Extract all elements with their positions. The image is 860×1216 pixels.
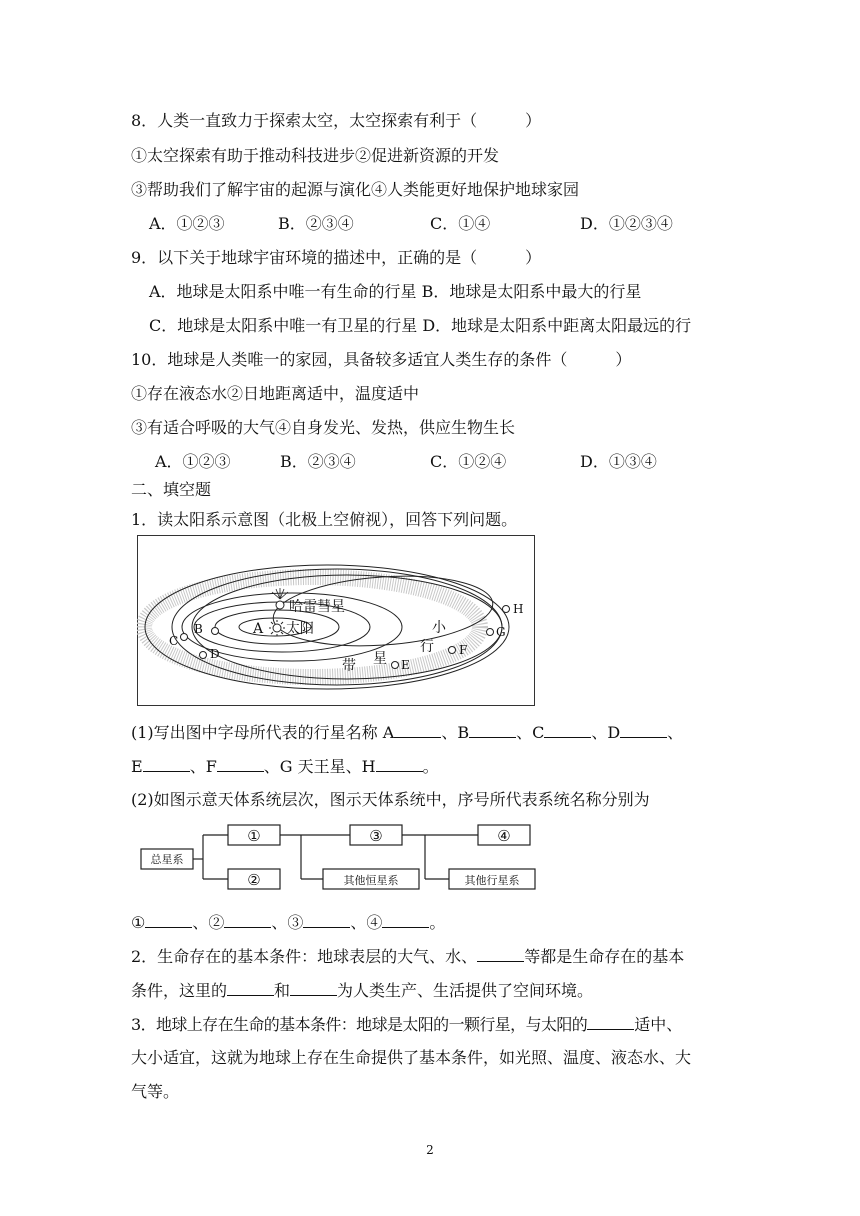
blank-3[interactable] — [303, 912, 350, 928]
q10-line1: ①存在液态水②日地距离适中，温度适中 — [131, 384, 420, 403]
q10-line2: ③有适合呼吸的大气④自身发光、发热，供应生物生长 — [131, 418, 516, 437]
q9-line1: A．地球是太阳系中唯一有生命的行星 B．地球是太阳系中最大的行星 — [149, 282, 642, 301]
fill2-blank-3[interactable] — [290, 980, 337, 996]
node-other-planets: 其他行星系 — [464, 874, 520, 887]
ans-3-label: 、③ — [271, 913, 304, 932]
node-other-stars: 其他恒星系 — [343, 874, 399, 887]
fill1-sub1-line1 — [131, 722, 683, 743]
sub1-period: 。 — [422, 757, 439, 776]
sub1-c: 、C — [516, 723, 545, 742]
fill2-text-d: 和 — [274, 981, 291, 1000]
sub1-f: 、F — [189, 757, 217, 776]
sub1-b: 、B — [441, 723, 470, 742]
fill3-line3: 气等。 — [131, 1082, 180, 1101]
blank-2[interactable] — [224, 912, 271, 928]
q9-stem: 9．以下关于地球宇宙环境的描述中，正确的是（ ） — [131, 248, 542, 267]
fill3-blank-1[interactable] — [587, 1014, 634, 1030]
planet-label-f: F — [459, 643, 468, 657]
q9-line2: C．地球是太阳系中唯一有卫星的行星 D．地球是太阳系中距离太阳最远的行 — [149, 316, 692, 335]
q10-option-d: D．①③④ — [580, 452, 657, 471]
fill2-text-e: 为人类生产、生活提供了空间环境。 — [337, 981, 594, 1000]
fill2-line1 — [131, 946, 684, 967]
fill3-line2: 大小适宜，这就为地球上存在生命提供了基本条件，如光照、温度、液态水、大 — [131, 1048, 692, 1067]
blank-4[interactable] — [382, 912, 429, 928]
ans-1-label: ① — [131, 913, 146, 932]
fill1-sub2: (2)如图示意天体系统层次，图示天体系统中，序号所代表系统名称分别为 — [131, 790, 650, 809]
sun-label: 太阳 — [286, 621, 314, 637]
fill2-text-a: 2．生命存在的基本条件：地球表层的大气、水、 — [131, 947, 478, 966]
comet-label: 哈雷彗星 — [289, 599, 345, 615]
node-1: ① — [247, 827, 261, 845]
fill2-text-c: 条件，这里的 — [131, 981, 228, 1000]
node-root: 总星系 — [150, 853, 184, 866]
q8-option-a: A．①②③ — [149, 214, 225, 233]
node-2: ② — [247, 871, 261, 889]
fill2-line2 — [131, 980, 593, 1001]
q8-option-c: C．①④ — [430, 214, 491, 233]
blank-h[interactable] — [376, 756, 423, 772]
planet-label-b: B — [194, 622, 203, 636]
fill2-blank-2[interactable] — [227, 980, 274, 996]
planet-label-g: G — [496, 625, 506, 639]
node-3: ③ — [369, 827, 383, 845]
blank-a[interactable] — [394, 722, 441, 738]
sub1-g: 、G 天王星、H — [263, 757, 376, 776]
fill1-sub1-line2 — [131, 756, 439, 777]
sub1-d: 、D — [591, 723, 621, 742]
ans-end: 。 — [429, 913, 446, 932]
fill3-text-a: 3．地球上存在生命的基本条件：地球是太阳的一颗行星，与太阳的 — [131, 1015, 588, 1034]
blank-b[interactable] — [469, 722, 516, 738]
q8-option-b: B．②③④ — [278, 214, 354, 233]
sub1-end: 、 — [667, 723, 684, 742]
solar-system-diagram — [137, 535, 535, 706]
section-heading: 二、填空题 — [131, 480, 212, 499]
sub1-e: E — [131, 757, 143, 776]
page-number: 2 — [426, 1143, 434, 1157]
celestial-hierarchy-diagram — [137, 820, 537, 895]
planet-label-c: C — [169, 634, 179, 648]
belt-label-2: 行 — [420, 639, 434, 655]
blank-f[interactable] — [217, 756, 264, 772]
fill2-text-b: 等都是生命存在的基本 — [524, 947, 685, 966]
planet-label-h: H — [513, 602, 524, 616]
sun-label-a: A — [253, 621, 264, 637]
belt-label-4: 星 — [373, 651, 387, 667]
node-4: ④ — [497, 827, 511, 845]
belt-label-3: 带 — [342, 658, 356, 674]
belt-label-1: 小 — [432, 620, 446, 636]
q10-option-b: B．②③④ — [280, 452, 356, 471]
q10-option-a: A．①②③ — [155, 452, 231, 471]
blank-c[interactable] — [544, 722, 591, 738]
blank-d[interactable] — [620, 722, 667, 738]
blank-e[interactable] — [143, 756, 190, 772]
q8-line2: ③帮助我们了解宇宙的起源与演化④人类能更好地保护地球家园 — [131, 180, 580, 199]
q10-stem: 10．地球是人类唯一的家园，具备较多适宜人类生存的条件（ ） — [131, 350, 632, 369]
ans-4-label: 、④ — [350, 913, 383, 932]
planet-label-e: E — [401, 658, 410, 672]
q10-option-c: C．①②④ — [430, 452, 507, 471]
q8-line1: ①太空探索有助于推动科技进步②促进新资源的开发 — [131, 146, 500, 165]
ans-2-label: 、② — [192, 913, 225, 932]
sub1-prefix: (1)写出图中字母所代表的行星名称 A — [131, 723, 395, 742]
fill1-sub2-answers — [131, 912, 445, 933]
planet-label-d: D — [210, 647, 220, 661]
fill1-stem: 1．读太阳系示意图（北极上空俯视），回答下列问题。 — [131, 510, 518, 529]
fill3-text-b: 适中、 — [634, 1015, 683, 1034]
fill2-blank-1[interactable] — [477, 946, 524, 962]
blank-1[interactable] — [145, 912, 192, 928]
q8-option-d: D．①②③④ — [580, 214, 673, 233]
q8-stem: 8．人类一直致力于探索太空，太空探索有利于（ ） — [131, 111, 542, 130]
fill3-line1 — [131, 1014, 682, 1035]
